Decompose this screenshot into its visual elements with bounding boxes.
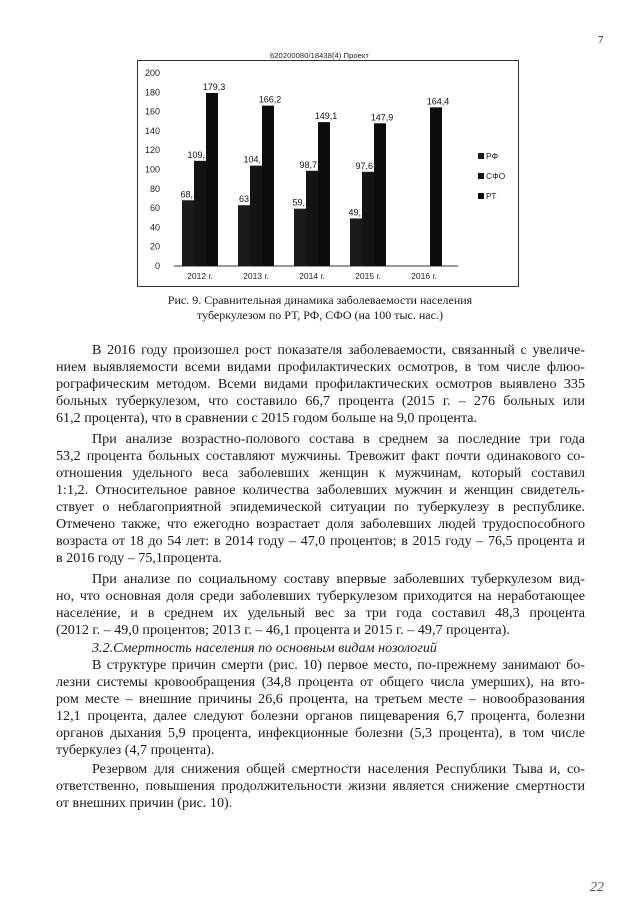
body-line: от внешних причин (рис. 10). — [56, 795, 233, 811]
body-line: ствует о неблагоприятной эпидемической ситуации по туберкулезу в республике. — [56, 499, 585, 515]
y-tick-label: 120 — [144, 145, 160, 156]
y-tick-label: 200 — [144, 68, 160, 78]
bar-РТ — [374, 123, 386, 266]
x-tick-label: 2016 г. — [411, 271, 437, 281]
body-line: рографическим методом. Всеми видами профилактических осмотров выявлено 335 — [56, 376, 585, 392]
x-tick-label: 2015 г. — [355, 271, 381, 281]
y-tick-label: 0 — [154, 261, 160, 271]
y-tick-label: 180 — [144, 87, 160, 98]
section-heading: 3.2.Смертность населения по основным видам нозологий — [92, 640, 437, 656]
bar-СФО — [194, 161, 206, 266]
data-label: 109, — [187, 149, 205, 160]
data-label: 63 — [238, 194, 249, 205]
data-label: 59, — [292, 197, 305, 208]
y-tick-label: 60 — [149, 203, 160, 214]
body-line: 12,1 процента, далее следуют болезни органов пищеварения 6,7 процента, болезни — [56, 708, 585, 724]
body-line: туберкулез (4,7 процента). — [56, 742, 215, 758]
y-tick-label: 80 — [149, 183, 160, 194]
body-line: 53,2 процента больных составляют мужчины. Тревожит факт почти одинакового со- — [56, 448, 585, 464]
handwritten-page-mark: 22 — [590, 880, 604, 895]
body-line: нием выявляемости всеми видами профилактических осмотров, в том числе флюо- — [56, 359, 585, 375]
data-label: 68, — [180, 189, 193, 200]
body-line: население, и в среднем их удельный вес за три года составил 48,3 процента — [56, 605, 585, 621]
y-tick-label: 140 — [144, 125, 160, 136]
body-line: При анализе возрастно-полового состава в среднем за последние три года — [92, 431, 585, 447]
bar-РФ — [238, 205, 250, 266]
data-label: 166,2 — [258, 94, 282, 105]
page-number: 7 — [598, 34, 604, 46]
data-label: 149,1 — [314, 111, 338, 122]
figure-caption-line-1: Рис. 9. Сравнительная динамика заболеваемости населения — [167, 293, 473, 307]
document-header: 620200080/18438(4) Проект — [270, 51, 369, 60]
bar-СФО — [250, 166, 262, 266]
bar-РФ — [294, 209, 306, 266]
data-label: 147,9 — [370, 112, 394, 123]
x-tick-label: 2012 г. — [187, 271, 213, 281]
body-line: органов дыхания 5,9 процента, инфекционные болезни (5,3 процента), в том числе — [56, 725, 585, 741]
body-line: возраста от 18 до 54 лет: в 2014 году – 47,0 процентов; в 2015 году – 76,5 процента и — [56, 533, 585, 549]
body-line: При анализе по социальному составу впервые заболевших туберкулезом вид- — [92, 571, 585, 587]
x-tick-label: 2013 г. — [243, 271, 269, 281]
y-tick-label: 100 — [144, 164, 160, 175]
body-line: В 2016 году произошел рост показателя заболеваемости, связанный с увеличе- — [92, 342, 585, 358]
bar-СФО — [362, 172, 374, 266]
legend-label: СФО — [486, 171, 506, 181]
data-label: 49, — [348, 207, 361, 218]
y-tick-label: 40 — [149, 222, 160, 233]
legend-label: РФ — [486, 151, 499, 161]
body-line: отношения удельного веса заболевших женщин к мужчинам, который составил — [56, 465, 585, 481]
data-label: 164,4 — [426, 96, 450, 107]
body-line: больных туберкулезом, что составило 66,7 процента (2015 г. – 276 больных или — [56, 393, 585, 409]
legend-swatch — [478, 193, 484, 199]
legend-swatch — [478, 173, 484, 179]
body-line: Отмечено также, что ежегодно возрастает доля заболевших людей трудоспособного — [56, 516, 585, 532]
body-line: В структуре причин смерти (рис. 10) первое место, по-прежнему занимают бо- — [92, 657, 585, 673]
legend-label: РТ — [486, 191, 497, 201]
bar-РТ — [206, 93, 218, 266]
body-line: в 2016 году – 75,1процента. — [56, 550, 223, 566]
x-tick-label: 2014 г. — [299, 271, 325, 281]
chart-canvas — [138, 61, 518, 286]
y-tick-label: 20 — [149, 241, 160, 252]
tuberculosis-incidence-chart — [137, 60, 519, 287]
body-line: Резервом для снижения общей смертности населения Республики Тыва и, со- — [92, 761, 585, 777]
body-line: ром месте – внешние причины 26,6 процента, на третьем месте – новообразования — [56, 691, 585, 707]
figure-caption-line-2: туберкулезом по РТ, РФ, СФО (на 100 тыс. нас.) — [197, 308, 443, 322]
data-label: 179,3 — [202, 81, 226, 92]
body-line: но, что основная доля среди заболевших туберкулезом приходится на неработающее — [56, 588, 585, 604]
bar-РТ — [430, 107, 442, 266]
bar-РТ — [262, 106, 274, 266]
bar-СФО — [306, 171, 318, 266]
body-line: 61,2 процента), что в сравнении с 2015 годом больше на 9,0 процента. — [56, 410, 478, 426]
body-line: 1:1,2. Относительное равное количества заболевших мужчин и женщин свидетель- — [56, 482, 585, 498]
y-tick-label: 160 — [144, 106, 160, 117]
data-label: 97,6 — [355, 160, 373, 171]
body-line: лезни системы кровообращения (34,8 процента от общего числа умерших), на вто- — [56, 674, 585, 690]
bar-РТ — [318, 122, 330, 266]
bar-РФ — [182, 200, 194, 266]
data-label: 98,7 — [299, 159, 317, 170]
bar-РФ — [350, 218, 362, 266]
data-label: 104, — [243, 154, 261, 165]
legend-swatch — [478, 153, 484, 159]
body-line: (2012 г. – 49,0 процентов; 2013 г. – 46,1 процента и 2015 г. – 49,7 процента). — [56, 622, 510, 638]
body-line: ответственно, повышения продолжительности жизни является снижение смертности — [56, 778, 585, 794]
